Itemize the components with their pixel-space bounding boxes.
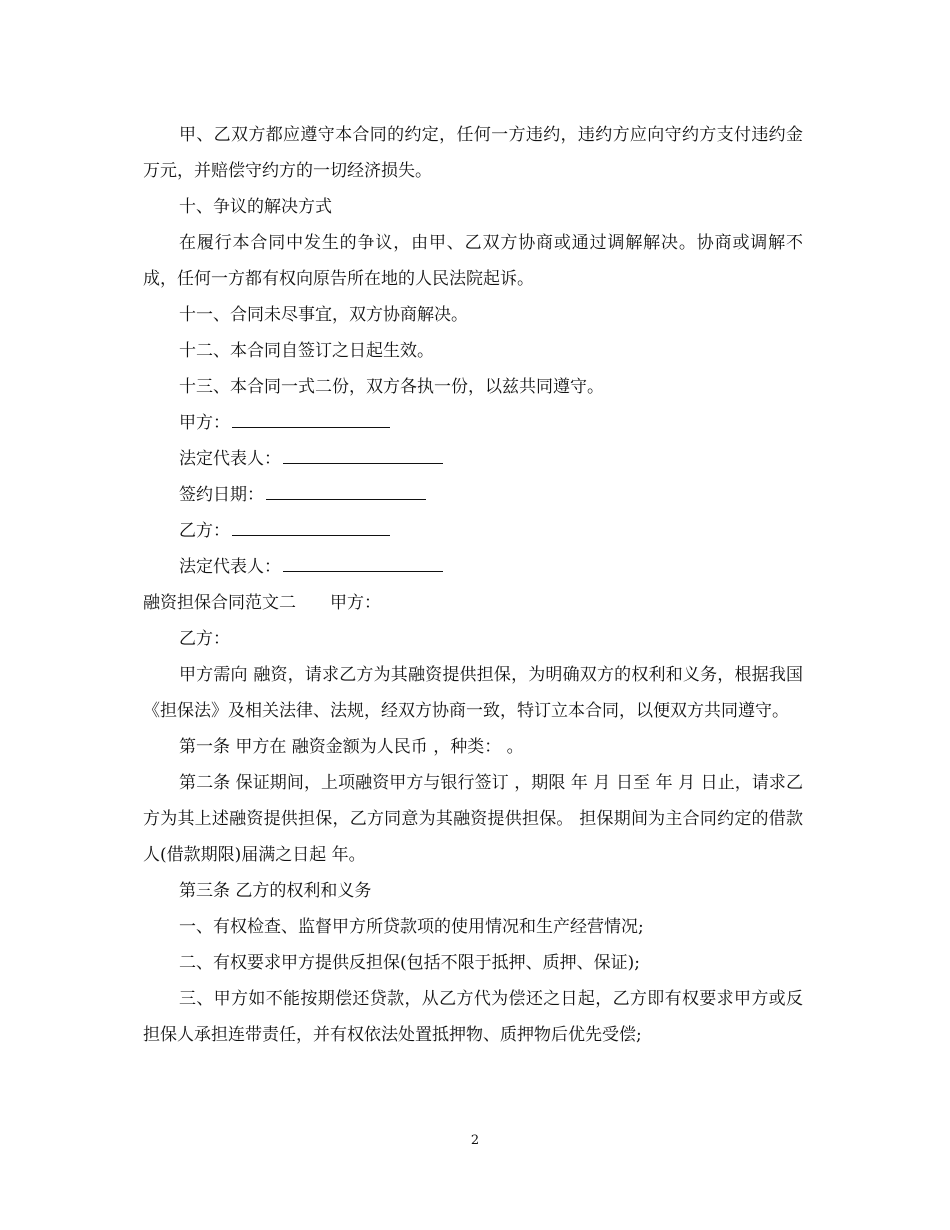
article-three-item-two: 二、有权要求甲方提供反担保(包括不限于抵押、质押、保证);	[179, 953, 640, 973]
clause-thirteen: 十三、本合同一式二份，双方各执一份，以兹共同遵守。	[179, 377, 604, 397]
section-party-a-label: 甲方：	[330, 593, 381, 613]
signature-blank-line	[283, 462, 443, 464]
article-one: 第一条 甲方在 融资金额为人民币 ，种类： 。	[179, 737, 524, 757]
signature-blank-line	[232, 426, 390, 428]
paragraph-breach: 甲、乙双方都应遵守本合同的约定，任何一方违约，违约方应向守约方支付违约金 万元，并赔偿守约方的一切经济损失。	[143, 125, 803, 181]
signature-label: 法定代表人：	[179, 449, 281, 469]
heading-dispute-resolution: 十、争议的解决方式	[179, 197, 332, 217]
signature-blank-line	[266, 498, 426, 500]
signature-label: 甲方：	[179, 413, 230, 433]
party-b-label: 乙方：	[179, 629, 230, 649]
signature-label: 乙方：	[179, 521, 230, 541]
paragraph-preamble: 甲方需向 融资，请求乙方为其融资提供担保，为明确双方的权利和义务，根据我国《担保法》及相关法律、法规，经双方协商一致，特订立本合同，以便双方共同遵守。	[143, 665, 803, 721]
section-title: 融资担保合同范文二	[143, 593, 296, 613]
signature-party-b	[143, 513, 803, 549]
signature-legal-rep-a	[143, 441, 803, 477]
article-three-item-one: 一、有权检查、监督甲方所贷款项的使用情况和生产经营情况;	[179, 917, 644, 937]
clause-eleven: 十一、合同未尽事宜，双方协商解决。	[179, 305, 468, 325]
section-heading-line	[143, 585, 803, 621]
signature-party-a	[143, 405, 803, 441]
signature-label: 签约日期：	[179, 485, 264, 505]
signature-blank-line	[283, 570, 443, 572]
page-number: 2	[470, 1133, 480, 1148]
signature-date	[143, 477, 803, 513]
document-body	[143, 117, 803, 1053]
paragraph-dispute: 在履行本合同中发生的争议，由甲、乙双方协商或通过调解解决。协商或调解不成，任何一方都有权向原告所在地的人民法院起诉。	[143, 233, 803, 289]
signature-blank-line	[232, 534, 390, 536]
signature-label: 法定代表人：	[179, 557, 281, 577]
article-three-heading: 第三条 乙方的权利和义务	[179, 881, 372, 901]
signature-legal-rep-b	[143, 549, 803, 585]
article-three-item-three: 三、甲方如不能按期偿还贷款，从乙方代为偿还之日起，乙方即有权要求甲方或反担保人承担连带责任，并有权依法处置抵押物、质押物后优先受偿;	[143, 989, 803, 1045]
clause-twelve: 十二、本合同自签订之日起生效。	[179, 341, 434, 361]
article-two: 第二条 保证期间，上项融资甲方与银行签订 ，期限 年 月 日至 年 月 日止，请求乙方为其上述融资提供担保，乙方同意为其融资提供担保。 担保期间为主合同约定的借款人(借款期限)届满之日起 年。	[143, 773, 803, 865]
